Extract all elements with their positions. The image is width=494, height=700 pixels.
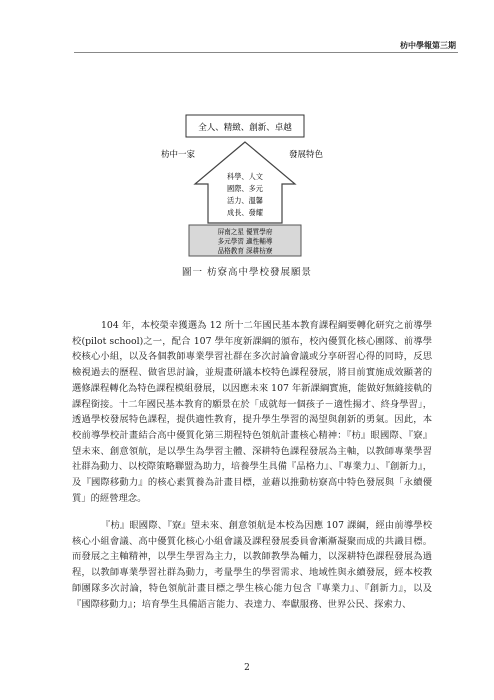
goal-text: 全人、精緻、創新、卓越 xyxy=(198,123,292,133)
base-line-2: 多元學習 適性輔導 xyxy=(217,237,273,246)
left-label: 枋中一家 xyxy=(160,150,196,160)
base-line-3: 品格教育 深耕枋寮 xyxy=(217,247,273,255)
base-line-1: 屏南之星 優質學府 xyxy=(217,228,273,236)
paragraph-1: 104 年，本校榮幸獲選為 12 所十二年國民基本教育課程綱要轉化研究之前導學校(pilot school)之一，配合 107 學年度新課綱的頒布，校內優質化核心團隊、前導學校核心小組，以及各個教師專業學習社群在多次討論會議或分享研習心得的同時，反思檢視過去的歷程、做省思討論，並規畫研議本校特色課程發展，將目前實施成效顯著的選修課程轉化為特色課程模組發展，以因應未來 107 年新課綱實施，能做好無縫接軌的課程銜接。十二年國民基本教育的願景在於「成就每一個孩子－適性揚才、終身學習」，透過學校發展特色課程，提供適性教育，提升學生學習的渴望與創新的勇氣。因此，本校前導學校計畫結合高中優質化第三期程特色領航計畫核心精神：『枋』眼國際、『寮』望未來、創意領航，是以學生為學習主體、深耕特色課程發展為主軸，以教師專業學習社群為動力、以校際策略聯盟為助力，培養學生具備『品格力』、『專業力』、『創新力』，及『國際移動力』的核心素質養為計畫目標，並藉以推動枋寮高中特色發展與「永續優質」的經營理念。 xyxy=(72,320,432,504)
journal-title: 枋中學報第三期 xyxy=(400,41,456,50)
center-line-4: 成長、發耀 xyxy=(227,208,263,217)
right-label: 發展特色 xyxy=(288,150,324,160)
center-line-2: 國際、多元 xyxy=(227,184,263,193)
center-line-1: 科學、人文 xyxy=(227,172,263,181)
paragraph-2: 『枋』眼國際、『寮』望未來、創意領航是本校為因應 107 課綱，經由前導學校核心小組會議、高中優質化核心小組會議及課程發展委員會漸漸凝聚而成的共識目標。而發展之主軸精神，以學生學習為主力，以教師教學為輔力，以深耕特色課程發展為過程，以教師專業學習社群為動力，考量學生的學習需求、地域性與永續發展，經本校教師團隊多次討論，特色領航計畫目標之學生核心能力包含『專業力』、『創新力』，以及『國際移動力』；培育學生具備語言能力、表達力、奉獻服務、世界公民、探索力、 xyxy=(72,520,432,610)
figure-caption: 圖一 枋寮高中學校發展願景 xyxy=(181,267,313,278)
center-line-3: 活力、溫馨 xyxy=(227,196,263,205)
page-number: 2 xyxy=(244,663,250,673)
vision-diagram xyxy=(0,0,494,300)
